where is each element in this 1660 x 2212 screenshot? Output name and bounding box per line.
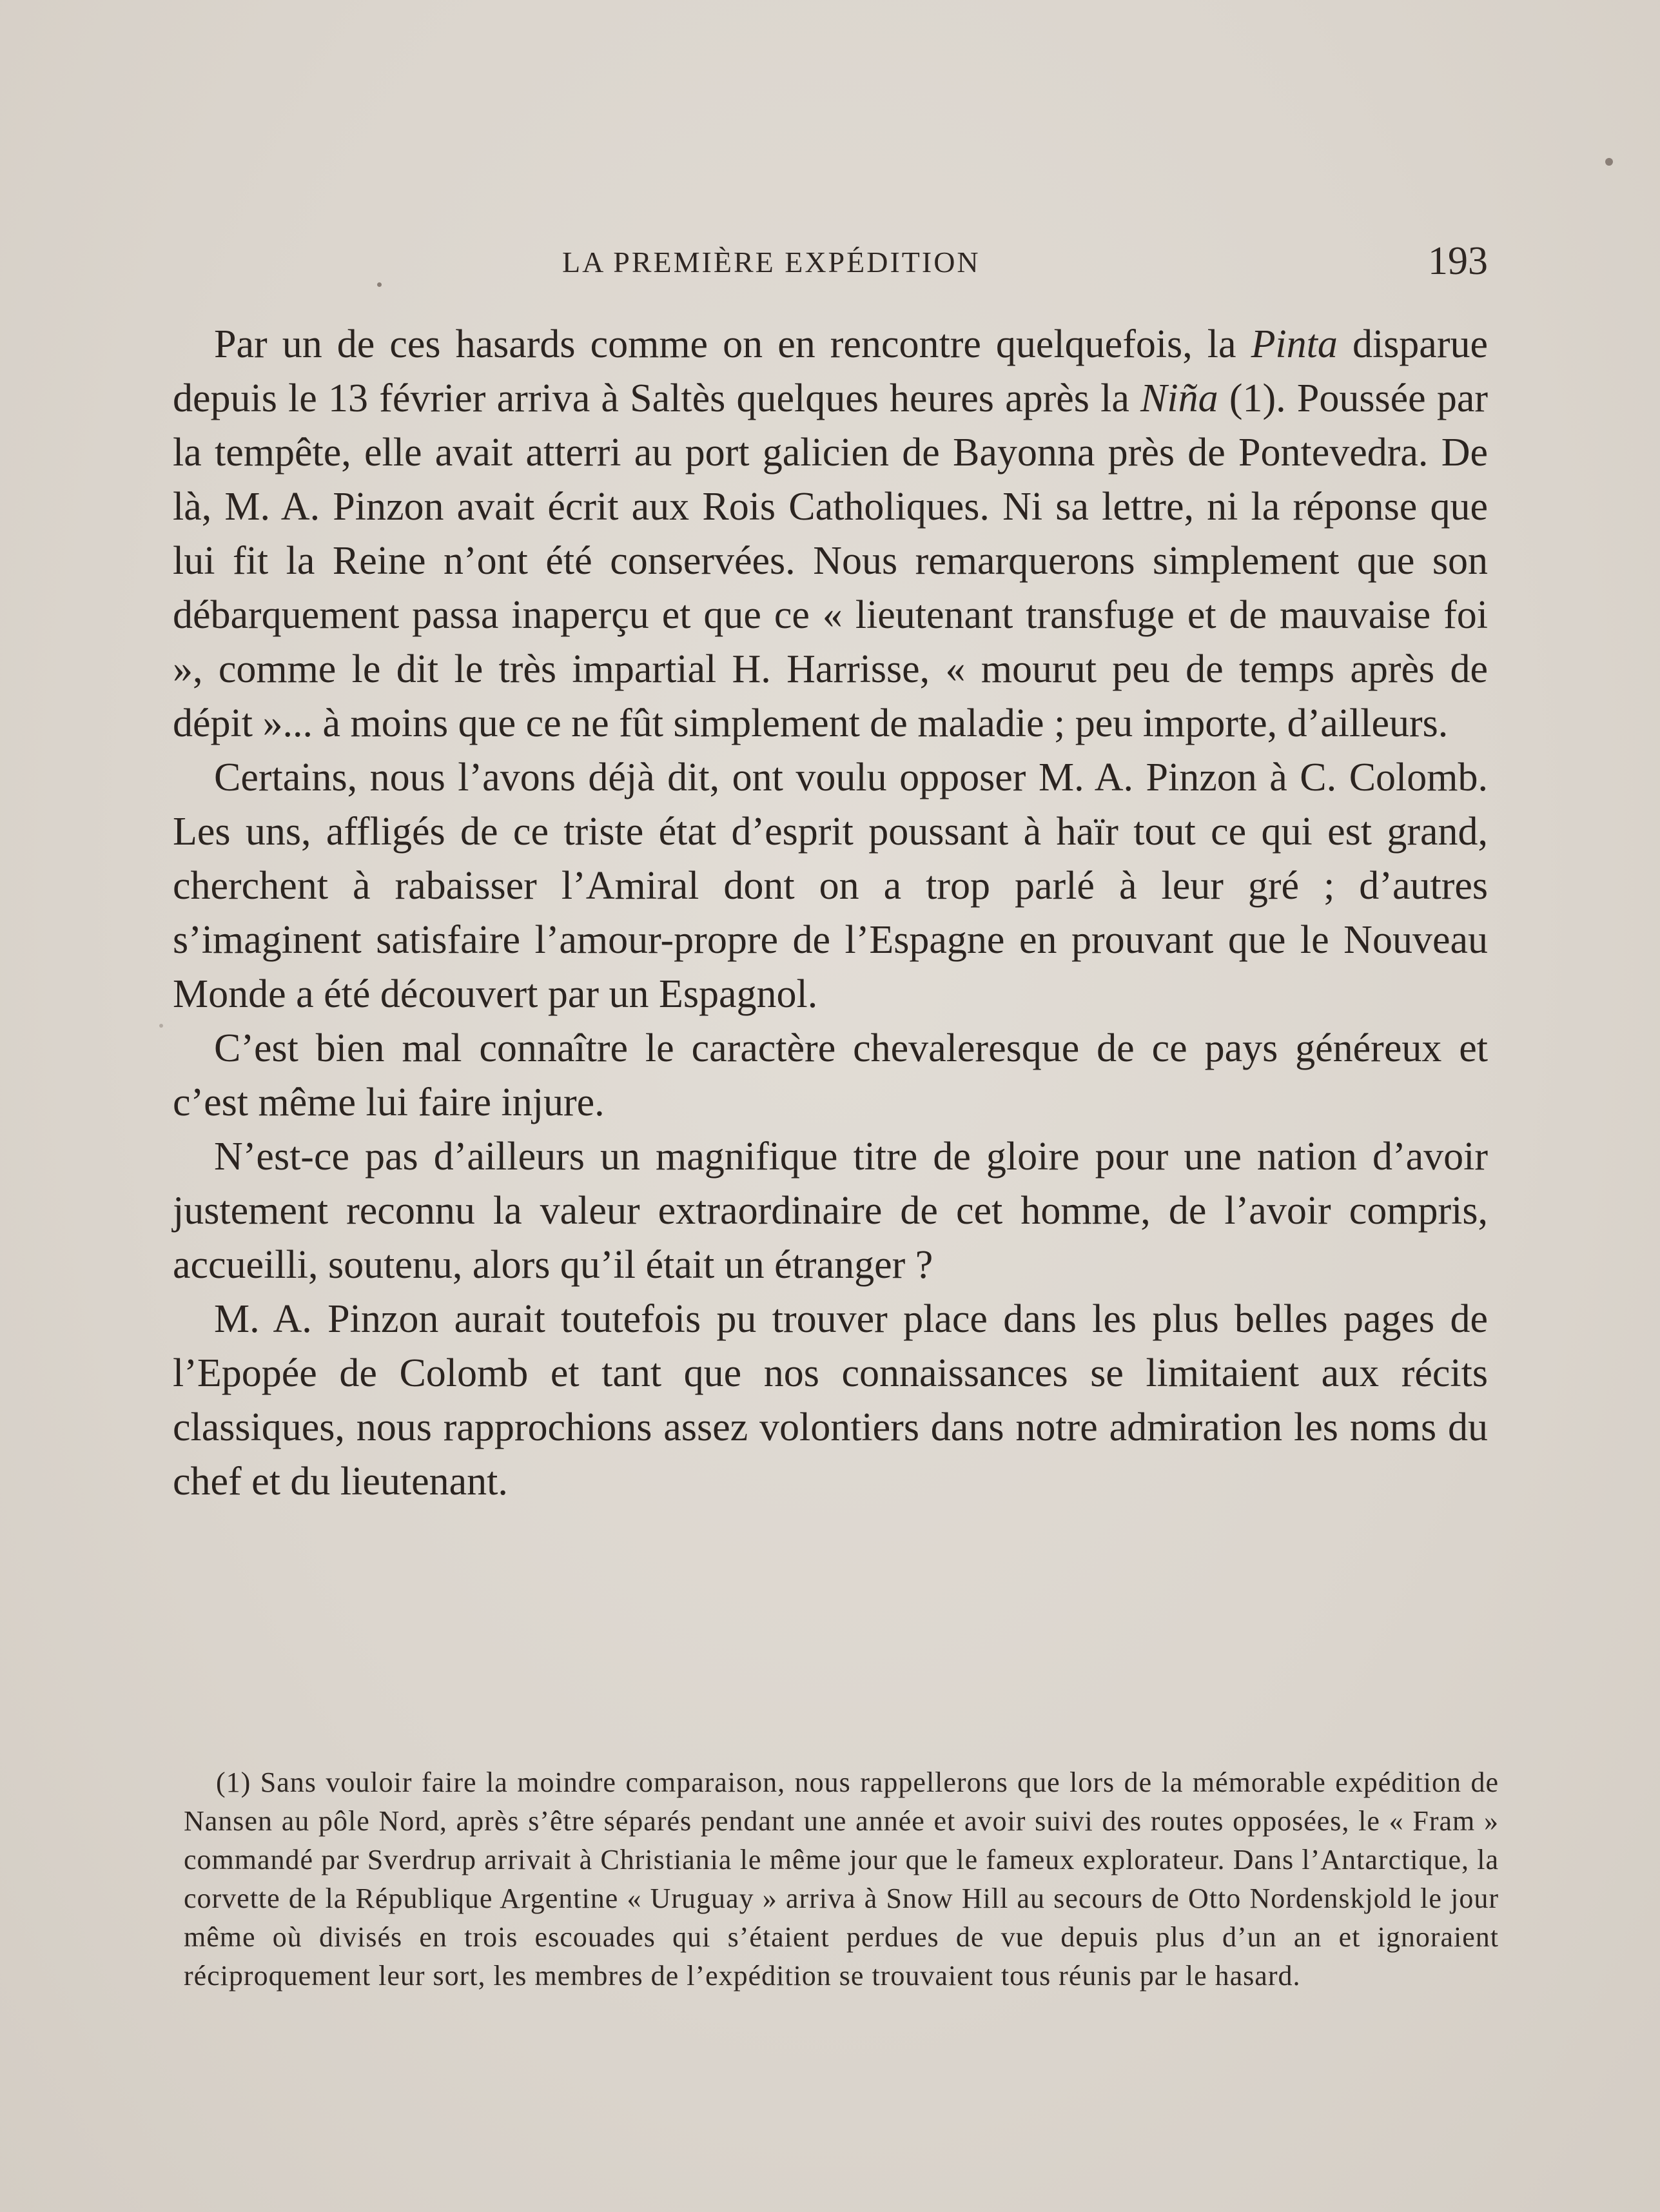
paragraph: Certains, nous l’avons déjà dit, ont voulu opposer M. A. Pinzon à C. Colomb. Les uns, affligés de ce triste état d’esprit poussant à haïr tout ce qui est grand, cherchent à rabaisser l’Amiral dont on a trop parlé à leur gré ; d’autres s’imaginent satisfaire l’amour-propre de l’Espagne en prouvant que le Nouveau Monde a été découvert par un Espagnol. xyxy=(173,756,1488,1016)
paragraph-text: disparue depuis le 13 février arriva à Saltès quelques heures après la xyxy=(173,322,1488,420)
running-title: LA PREMIÈRE EXPÉDITION xyxy=(562,246,981,279)
body-text xyxy=(173,317,1488,1509)
paragraph: C’est bien mal connaître le caractère chevaleresque de ce pays généreux et c’est même lui faire injure. xyxy=(173,1026,1488,1124)
paragraph xyxy=(173,317,1488,750)
paragraph-text: (1). Poussée par la tempête, elle avait atterri au port galicien de Bayonna près de Pontevedra. De là, M. A. Pinzon avait écrit aux Rois Catholiques. Ni sa lettre, ni la réponse que lui fit la Reine n’ont été conservées. Nous remarquerons simplement que son débarquement passa inaperçu et que ce « lieutenant transfuge et de mauvaise foi », comme le dit le très impartial H. Harrisse, « mourut peu de temps après de dépit »... à moins que ce ne fût simplement de maladie ; peu importe, d’ailleurs. xyxy=(173,377,1488,745)
paper-speck xyxy=(1605,158,1613,166)
paragraph-text: Par un de ces hasards comme on en rencontre quelquefois, la xyxy=(214,322,1251,366)
paragraph: M. A. Pinzon aurait toutefois pu trouver place dans les plus belles pages de l’Epopée de Colomb et tant que nos connaissances se limitaient aux récits classiques, nous rapprochions assez volontiers dans notre admiration les noms du chef et du lieutenant. xyxy=(173,1297,1488,1503)
paragraph: N’est-ce pas d’ailleurs un magnifique titre de gloire pour une nation d’avoir justement reconnu la valeur extraordinaire de cet homme, de l’avoir compris, accueilli, soutenu, alors qu’il était un étranger ? xyxy=(173,1135,1488,1287)
footnotes xyxy=(184,1763,1499,1995)
footnote: (1) Sans vouloir faire la moindre comparaison, nous rappellerons que lors de la mémorable expédition de Nansen au pôle Nord, après s’être séparés pendant une année et avoir suivi des routes opposées, le « Fram » commandé par Sverdrup arrivait à Christiania le même jour que le fameux explorateur. Dans l’Antarctique, la corvette de la République Argentine « Uruguay » arriva à Snow Hill au secours de Otto Nordenskjold le jour même où divisés en trois escouades qui s’étaient perdues de vue depuis plus d’un an et ignoraient réciproquement leur sort, les membres de l’expédition se trouvaient tous réunis par le hasard. xyxy=(184,1767,1499,1992)
paper-speck xyxy=(159,1024,163,1028)
running-head xyxy=(173,239,1488,297)
ship-name-pinta: Pinta xyxy=(1251,322,1338,366)
page-number: 193 xyxy=(1428,239,1488,283)
ship-name-nina: Niña xyxy=(1140,377,1218,420)
